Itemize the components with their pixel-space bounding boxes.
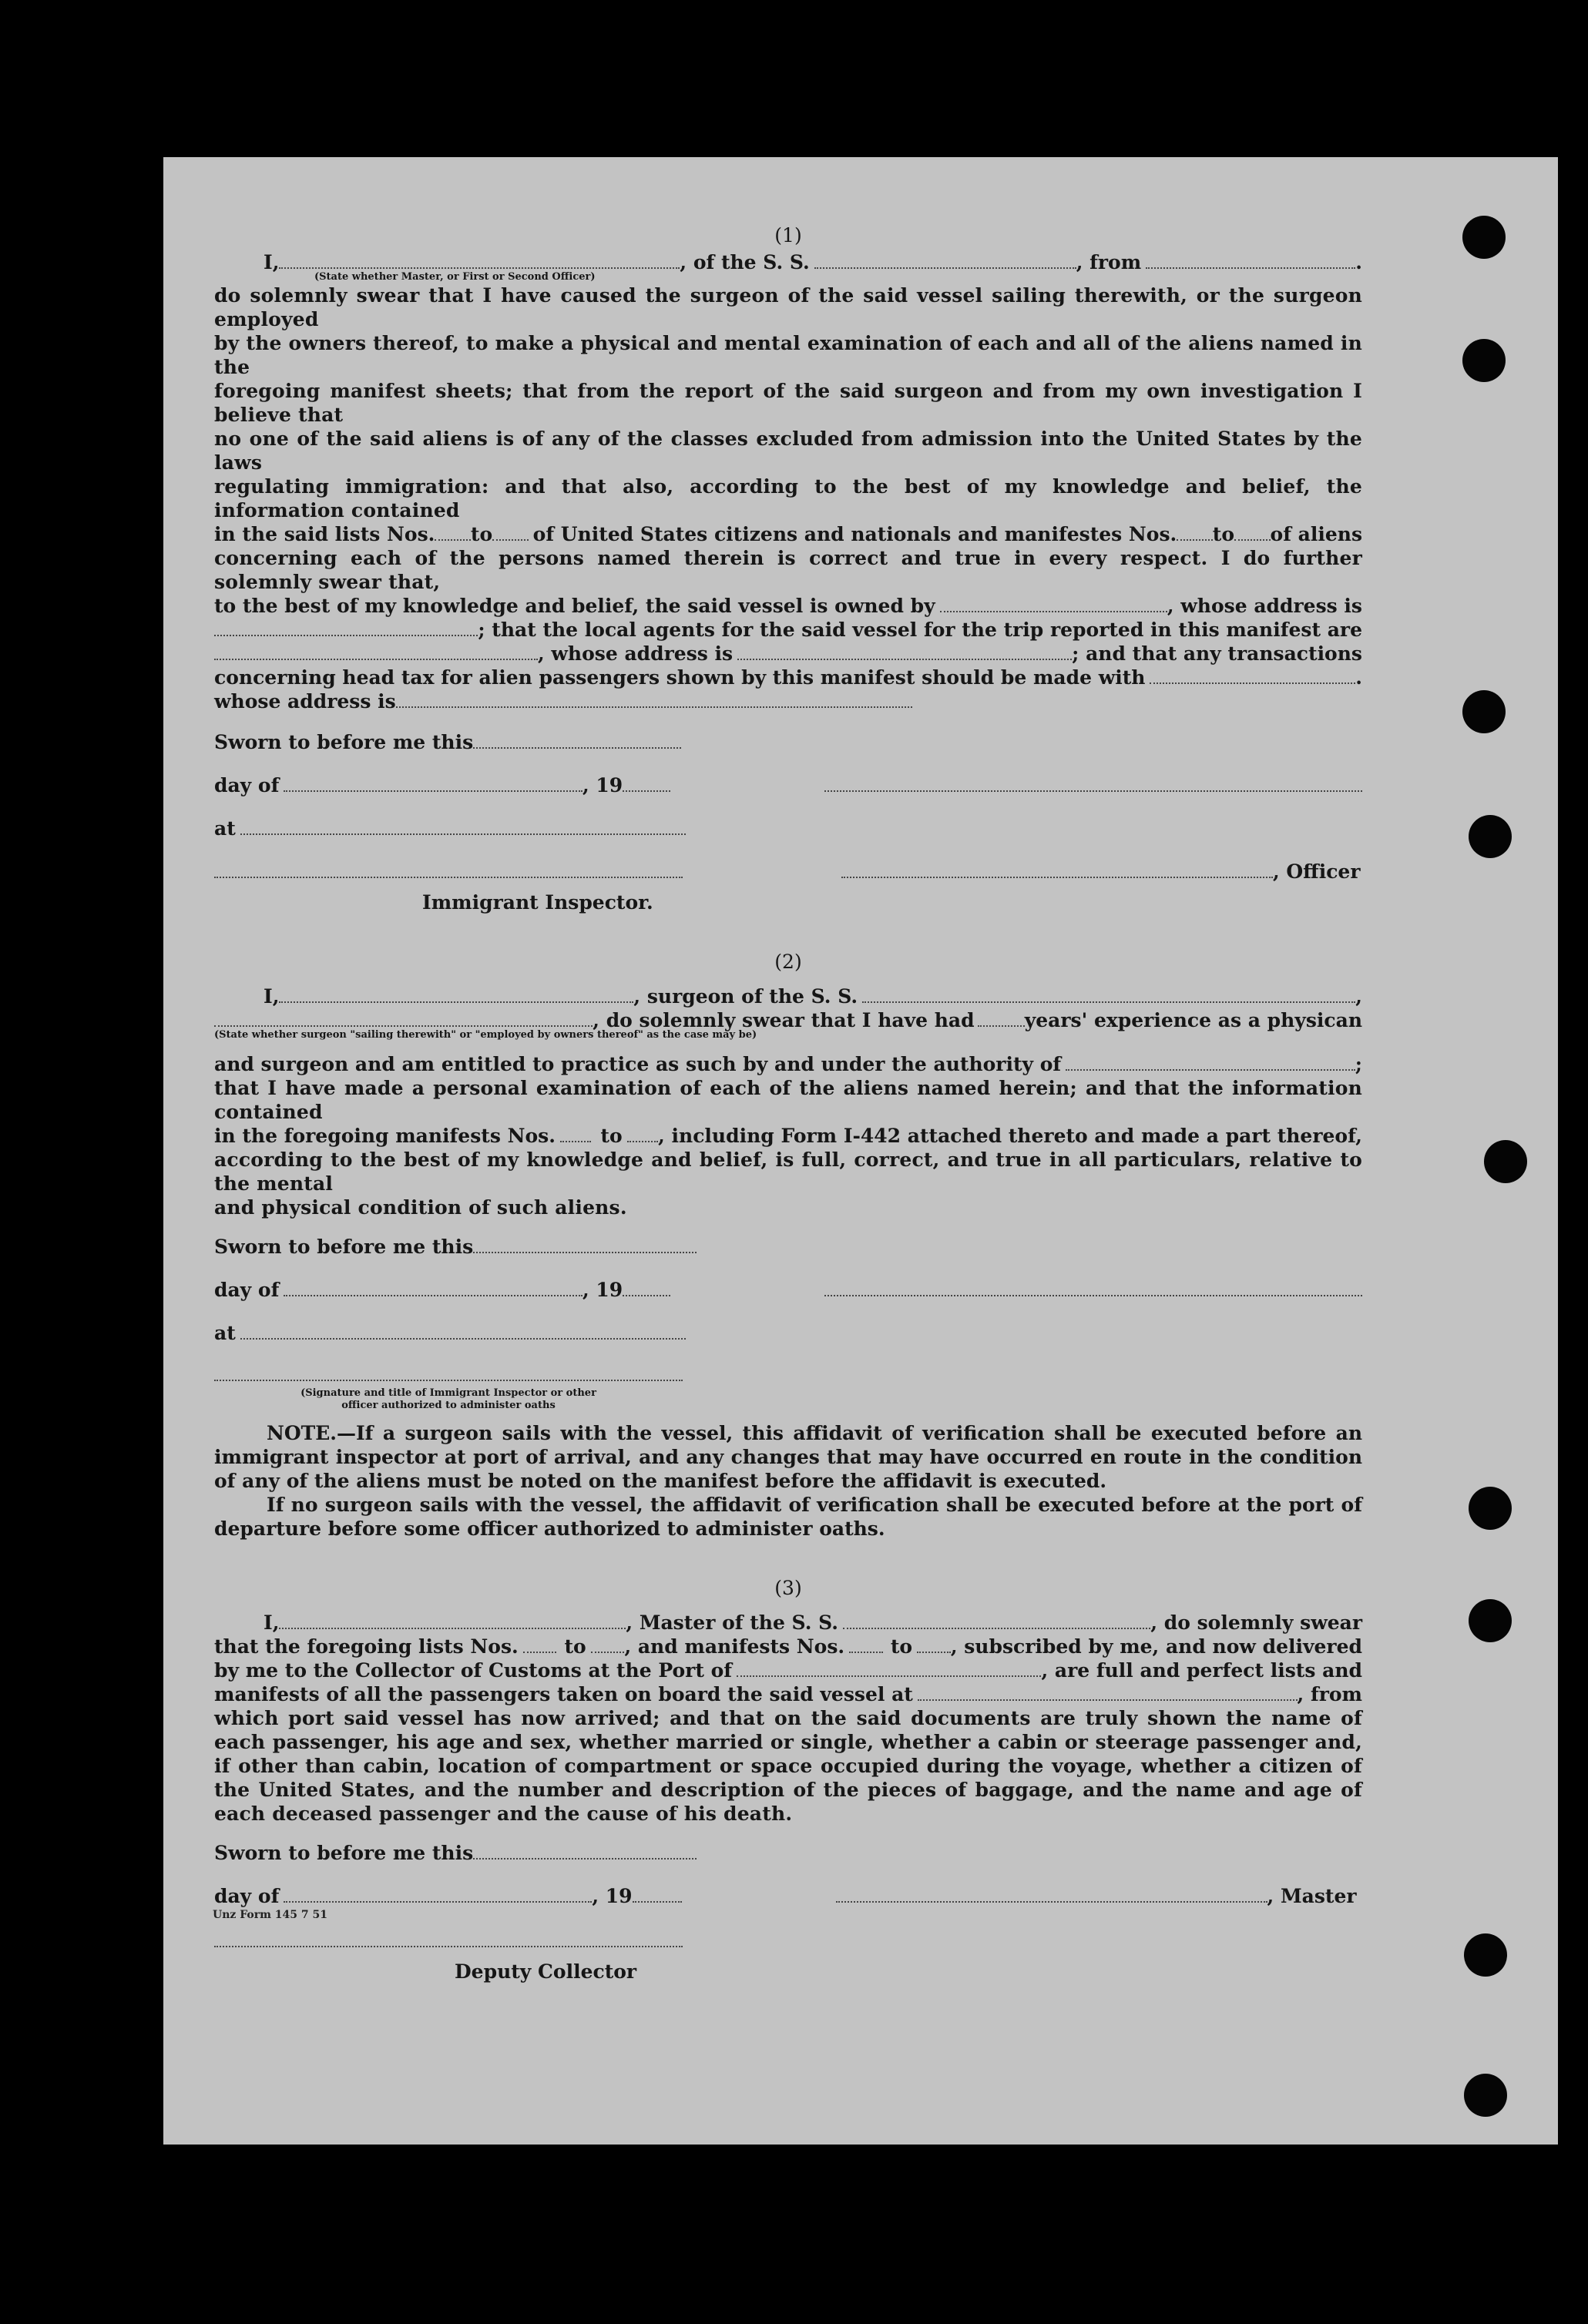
text: , from: [1076, 251, 1142, 273]
blank-field[interactable]: [918, 1684, 1298, 1701]
s3-dayof: [214, 1884, 1362, 1930]
blank-field[interactable]: [279, 1612, 626, 1629]
blank-field[interactable]: [843, 1612, 1150, 1629]
blank-field[interactable]: [396, 691, 912, 708]
s2-body: and physical condition of such aliens.: [214, 1196, 627, 1219]
s1-body-line: by the owners thereof, to make a physical and mental examination of each and all of the aliens named in the: [214, 332, 1362, 378]
text: , Master of the S. S.: [626, 1611, 838, 1634]
s2-dayof: [214, 1278, 1362, 1321]
text: by me to the Collector of Customs at the Port of: [214, 1659, 732, 1682]
signature-line[interactable]: [214, 1930, 683, 1947]
s2-body: that I have made a personal examination of each of the aliens named herein; and that the information contained: [214, 1077, 1362, 1123]
text: Deputy Collector: [455, 1960, 637, 1983]
text: , of the S. S.: [680, 251, 810, 273]
section-number: (3): [774, 1577, 802, 1599]
text: of United States citizens and nationals and manifestes Nos.: [532, 523, 1177, 545]
punch-hole: [1484, 1140, 1527, 1183]
text: years' experience as a physican: [1024, 1009, 1362, 1031]
text: concerning head tax for alien passengers shown by this manifest should be made with: [214, 666, 1146, 689]
form-number: Unz Form 145 7 51: [213, 1909, 327, 1921]
text: , including Form I-442 attached thereto and made a part thereof,: [658, 1125, 1362, 1147]
blank-field[interactable]: [214, 1010, 593, 1027]
text: to: [564, 1635, 586, 1658]
blank-field[interactable]: [435, 524, 471, 541]
blank-field[interactable]: [473, 1843, 697, 1860]
s1-body-line: foregoing manifest sheets; that from the report of the said surgeon and from my own investigation I believe that: [214, 380, 1362, 426]
blank-field[interactable]: [214, 619, 478, 636]
s2-line1: [214, 984, 1362, 1008]
text: , do solemnly swear that I have had: [593, 1009, 975, 1031]
sublabel: (State whether surgeon "sailing therewith" or "employed by owners thereof" as the case may be): [214, 1029, 757, 1041]
blank-field[interactable]: [214, 643, 538, 660]
text: , 19: [582, 774, 623, 796]
text: day of: [214, 774, 280, 796]
blank-field[interactable]: [623, 775, 670, 792]
blank-field[interactable]: [279, 986, 633, 1003]
text: ;: [1355, 1053, 1362, 1075]
text: whose address is: [214, 690, 396, 713]
blank-field[interactable]: [978, 1010, 1025, 1027]
blank-field[interactable]: [940, 595, 1167, 612]
blank-field[interactable]: [1150, 667, 1355, 684]
s3-vessel: [214, 1682, 1362, 1706]
blank-field[interactable]: [473, 732, 681, 749]
text: manifests of all the passengers taken on board the said vessel at: [214, 1683, 913, 1705]
signature-line[interactable]: [824, 775, 1362, 792]
blank-field[interactable]: [284, 1886, 592, 1903]
blank-field[interactable]: [279, 252, 680, 269]
s3-port: [214, 1658, 1362, 1682]
signature-line[interactable]: [214, 1364, 683, 1381]
text: I,: [264, 985, 280, 1008]
text: , Officer: [1273, 860, 1361, 883]
s2-practice: [214, 1052, 1362, 1076]
s2-at: [214, 1321, 1362, 1364]
text: day of: [214, 1279, 280, 1301]
blank-field[interactable]: [240, 1323, 686, 1340]
s2-body: according to the best of my knowledge and belief, is full, correct, and true in all particulars, relative to the mental: [214, 1149, 1362, 1195]
text: Sworn to before me this: [214, 1236, 474, 1258]
text: , whose address is: [538, 642, 734, 665]
s1-owned: [214, 594, 1362, 618]
text: , 19: [592, 1885, 633, 1907]
text: .: [1355, 251, 1362, 273]
text: to: [470, 523, 493, 545]
affidavit-form: [214, 223, 1362, 1984]
text: ,: [1355, 985, 1362, 1008]
blank-field[interactable]: [492, 524, 529, 541]
section-number: (1): [774, 224, 802, 246]
text: Sworn to before me this: [214, 1842, 474, 1864]
s1-agents-address: [214, 642, 1362, 666]
signature-line[interactable]: [824, 1279, 1362, 1296]
blank-field[interactable]: [1177, 524, 1213, 541]
blank-field[interactable]: [1146, 252, 1355, 269]
blank-field[interactable]: [814, 252, 1076, 269]
s1-dayof: [214, 773, 1362, 817]
blank-field[interactable]: [284, 1279, 582, 1296]
text: , subscribed by me, and now delivered: [950, 1635, 1362, 1658]
text: , Master: [1267, 1885, 1357, 1907]
s3-line1: [214, 1611, 1362, 1635]
text: to the best of my knowledge and belief, the said vessel is owned by: [214, 595, 935, 617]
punch-hole: [1469, 1599, 1512, 1642]
punch-hole: [1464, 2074, 1507, 2117]
s1-at: [214, 817, 1362, 860]
text: , are full and perfect lists and: [1041, 1659, 1362, 1682]
s3-signature-row: [214, 1930, 1362, 1953]
text: ; and that any transactions: [1072, 642, 1362, 665]
sig-label: officer authorized to administer oaths: [341, 1400, 556, 1411]
s1-agents: [214, 618, 1362, 642]
s2-signature-row: [214, 1364, 1362, 1387]
text: of aliens: [1270, 523, 1363, 545]
s3-sworn: [214, 1841, 1362, 1884]
blank-field[interactable]: [1066, 1054, 1355, 1071]
text: to: [1212, 523, 1234, 545]
note: If no surgeon sails with the vessel, the affidavit of verification shall be executed before at the port of departure before some officer authorized to administer oaths.: [214, 1494, 1362, 1540]
text: , and manifests Nos.: [624, 1635, 845, 1658]
s1-body-line: do solemnly swear that I have caused the surgeon of the said vessel sailing therewith, or the surgeon employed: [214, 284, 1362, 330]
text: , 19: [582, 1279, 623, 1301]
sublabel: (State whether Master, or First or Second Officer): [314, 271, 596, 283]
blank-field[interactable]: [623, 1279, 670, 1296]
punch-hole: [1464, 1933, 1507, 1977]
s1-lists: [214, 522, 1362, 546]
s3-body: which port said vessel has now arrived; and that on the said documents are truly shown the name of each passenger, his age and sex, whether married or single, whether a cabin or steerage passenger and, if other than cabin, location of compartment or space occupied during the voyage, whether a citizen of the United States, and the number and description of the pieces of baggage, and the name and age of each deceased passenger and the cause of his death.: [214, 1707, 1362, 1825]
sig-label: (Signature and title of Immigrant Inspector or other: [300, 1387, 596, 1399]
note: NOTE.—If a surgeon sails with the vessel, this affidavit of verification shall be executed before an immigrant inspector at port of arrival, and any changes that may have occurred en route in the condition of any of the aliens must be noted on the manifest before the affidavit is executed.: [214, 1422, 1362, 1492]
text: ; that the local agents for the said vessel for the trip reported in this manifest are: [478, 619, 1362, 641]
text: in the foregoing manifests Nos.: [214, 1125, 556, 1147]
blank-field[interactable]: [737, 1660, 1041, 1677]
text: and surgeon and am entitled to practice as such by and under the authority of: [214, 1053, 1062, 1075]
s1-body-line: no one of the said aliens is of any of the classes excluded from admission into the United States by the laws: [214, 428, 1362, 474]
s3-lists: [214, 1635, 1362, 1658]
s1-sworn: [214, 730, 1362, 773]
text: , whose address is: [1167, 595, 1362, 617]
text: , from: [1297, 1683, 1362, 1705]
text: to: [600, 1125, 623, 1147]
blank-field[interactable]: [560, 1125, 591, 1142]
blank-field[interactable]: [1234, 524, 1271, 541]
s2-sworn: [214, 1235, 1362, 1278]
section-number: (2): [774, 951, 802, 973]
punch-hole: [1462, 216, 1506, 259]
inspector-label: [214, 890, 1362, 914]
text: , surgeon of the S. S.: [633, 985, 858, 1008]
text: I,: [264, 1611, 280, 1634]
blank-field[interactable]: [917, 1636, 951, 1653]
blank-field[interactable]: [523, 1636, 557, 1653]
blank-field[interactable]: [862, 986, 1355, 1003]
blank-field[interactable]: [737, 643, 1072, 660]
punch-hole: [1469, 1487, 1512, 1530]
text: day of: [214, 1885, 280, 1907]
blank-field[interactable]: [240, 818, 686, 835]
blank-field[interactable]: [849, 1636, 883, 1653]
blank-field[interactable]: [284, 775, 582, 792]
s2-manifests: [214, 1124, 1362, 1148]
text: at: [214, 1322, 236, 1344]
signature-line[interactable]: [214, 861, 683, 878]
text: .: [1355, 666, 1362, 689]
s1-concerning: concerning each of the persons named therein is correct and true in every respect. I do further solemnly swear that,: [214, 547, 1362, 593]
text: I,: [264, 251, 280, 273]
s1-signature-row: [214, 860, 1362, 890]
blank-field[interactable]: [473, 1236, 697, 1253]
text: to: [890, 1635, 913, 1658]
s1-headtax: [214, 666, 1362, 689]
blank-field[interactable]: [591, 1636, 625, 1653]
text: Sworn to before me this: [214, 731, 474, 753]
punch-hole: [1462, 339, 1506, 382]
text: in the said lists Nos.: [214, 523, 435, 545]
text: that the foregoing lists Nos.: [214, 1635, 519, 1658]
punch-hole: [1469, 815, 1512, 858]
text: , do solemnly swear: [1150, 1611, 1362, 1634]
signature-line[interactable]: [836, 1886, 1267, 1903]
text: at: [214, 817, 236, 840]
collector-label: [214, 1960, 1362, 1984]
blank-field[interactable]: [633, 1886, 682, 1903]
punch-hole: [1462, 690, 1506, 733]
s1-whose: [214, 689, 1362, 713]
signature-line[interactable]: [841, 861, 1273, 878]
s1-body-line: regulating immigration: and that also, according to the best of my knowledge and belief, the information contained: [214, 475, 1362, 521]
text: Immigrant Inspector.: [422, 891, 653, 914]
blank-field[interactable]: [627, 1125, 658, 1142]
